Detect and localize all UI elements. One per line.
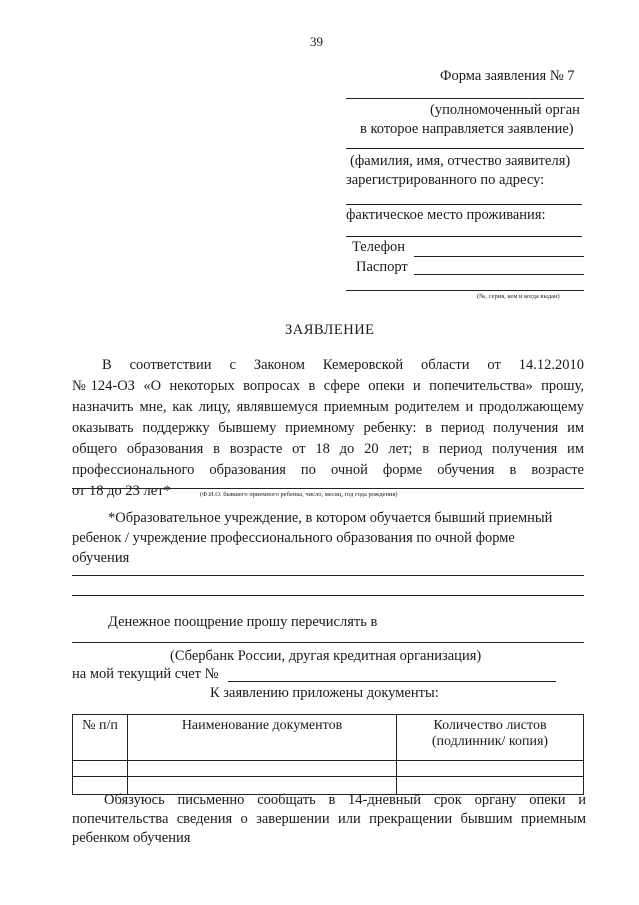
header-number — [73, 715, 128, 761]
passport-details-blank[interactable] — [346, 290, 584, 291]
applicant-name-label: (фамилия, имя, отчество заявителя) — [350, 153, 571, 169]
account-label: на мой текущий счет № — [72, 666, 219, 682]
actual-residence-label: фактическое место проживания: — [346, 207, 546, 223]
header-number-label: № п/п — [82, 718, 118, 733]
account-blank[interactable] — [228, 681, 556, 682]
header-sheet-count-label: Количество листов — [433, 718, 547, 733]
registered-address-blank[interactable] — [346, 204, 582, 205]
footer-line-1: Обязуюсь письменно сообщать в 14-дневный срок органу опеки и — [104, 792, 586, 808]
table-header-row — [73, 715, 584, 761]
body-line-5: общего образования в возрасте от 18 до 20 лет; в период получения им — [72, 441, 584, 457]
body-line-7: от 18 до 23 лет* — [72, 483, 171, 499]
institution-blank-2[interactable] — [72, 595, 584, 596]
table-cell[interactable] — [73, 761, 128, 777]
authority-label-2: в которое направляется заявление) — [360, 121, 574, 137]
passport-blank[interactable] — [414, 274, 584, 275]
institution-line-1: *Образовательное учреждение, в котором обучается бывший приемный — [108, 510, 553, 526]
form-title: Форма заявления № 7 — [440, 68, 575, 84]
document-title: ЗАЯВЛЕНИЕ — [285, 322, 375, 338]
transfer-text: Денежное поощрение прошу перечислять в — [108, 614, 378, 630]
actual-residence-blank[interactable] — [346, 236, 582, 237]
passport-label: Паспорт — [356, 259, 408, 275]
institution-blank-1[interactable] — [72, 575, 584, 576]
bank-blank[interactable] — [72, 642, 584, 643]
body-line-6: профессионального образования по очной форме обучения в возрасте — [72, 462, 584, 478]
passport-hint: (№, серия, кем и когда выдан) — [477, 293, 560, 300]
institution-line-2: ребенок / учреждение профессионального образования по очной форме — [72, 530, 515, 546]
registered-address-label: зарегистрированного по адресу: — [346, 172, 545, 188]
header-document-name-label: Наименование документов — [181, 718, 343, 733]
body-line-2: №124-ОЗ «О некоторых вопросах в сфере опеки и попечительства» прошу, — [72, 378, 584, 394]
table-cell[interactable] — [397, 761, 584, 777]
footer-paragraph — [72, 791, 586, 848]
attachments-title: К заявлению приложены документы: — [210, 685, 439, 701]
body-line-3: назначить мне, как лицу, являвшемуся приемным родителем и продолжающему — [72, 399, 584, 415]
header-document-name — [128, 715, 397, 761]
applicant-name-blank[interactable] — [346, 148, 584, 149]
table-row[interactable] — [73, 761, 584, 777]
page-number: 39 — [310, 34, 323, 49]
body-line-1: В соответствии с Законом Кемеровской области от 14.12.2010 — [102, 357, 584, 373]
phone-label: Телефон — [352, 239, 405, 255]
bank-hint: (Сбербанк России, другая кредитная организация) — [170, 648, 482, 664]
phone-blank[interactable] — [414, 256, 584, 257]
child-name-blank[interactable] — [72, 488, 584, 489]
footer-line-3: ребенком обучения — [72, 830, 191, 846]
body-paragraph — [72, 355, 584, 502]
institution-line-3: обучения — [72, 550, 130, 566]
table-cell[interactable] — [128, 761, 397, 777]
documents-table — [72, 714, 584, 795]
header-sheet-count-sub: (подлинник/ копия) — [431, 734, 549, 749]
header-sheet-count — [397, 715, 584, 761]
body-line-4: оказывать поддержку бывшему приемному ребенку: в период получения им — [72, 420, 584, 436]
child-hint: (Ф.И.О. бывшего приемного ребенка, число, месяц, год года рождения) — [200, 491, 398, 498]
authority-blank[interactable] — [346, 98, 584, 99]
authority-label-1: (уполномоченный орган — [430, 102, 580, 118]
footer-line-2: попечительства сведения о завершении или прекращении бывшим приемным — [72, 811, 586, 827]
